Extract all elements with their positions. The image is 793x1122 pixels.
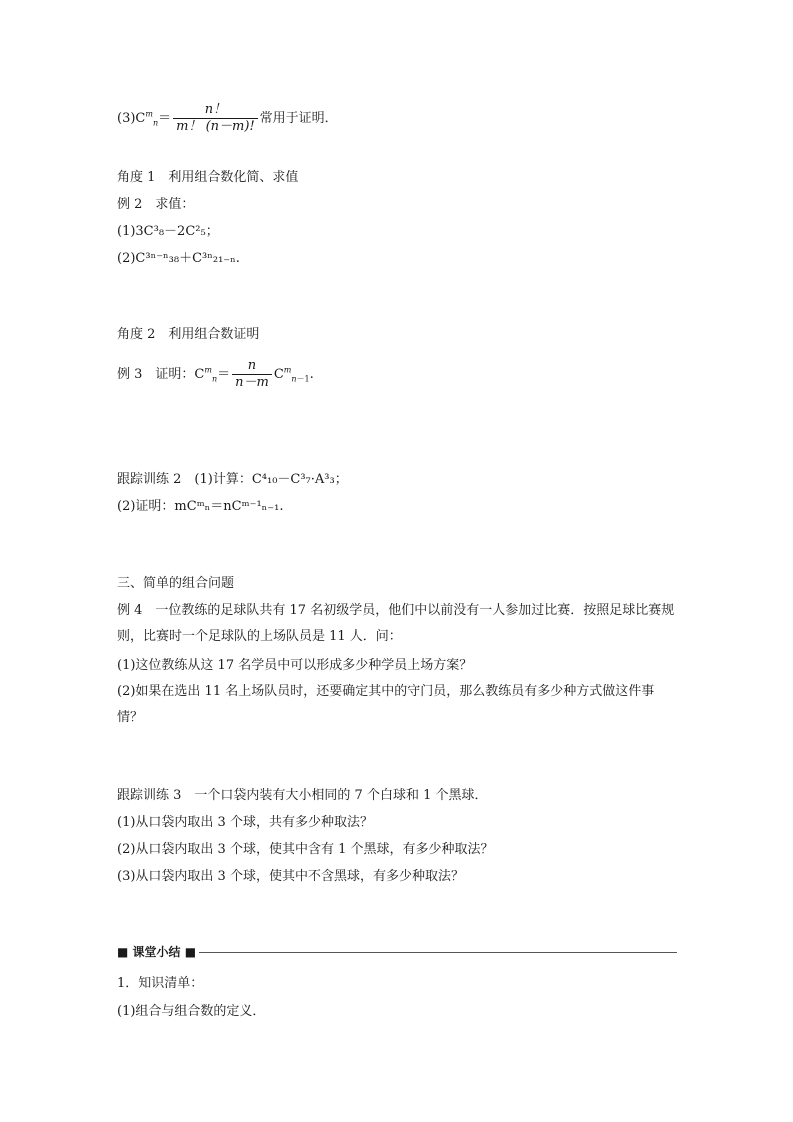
section-3-heading: 三、简单的组合问题 xyxy=(117,576,235,591)
example-3-denominator: n－m xyxy=(235,375,269,390)
example-3-title: 例 3 证明： xyxy=(117,367,195,382)
example-2-item-2: (2)C³ⁿ⁻ⁿ₃₈＋C³ⁿ₂₁₋ₙ. xyxy=(117,251,240,266)
training-3-question-1: (1)从口袋内取出 3 个球，共有多少种取法？ xyxy=(117,815,373,830)
example-4-text: 例 4 一位教练的足球队共有 17 名初级学员，他们中以前没有一人参加过比赛．按照足球比赛规则，比赛时一个足球队的上场队员是 11 人．问： xyxy=(117,603,675,644)
training-2-line-1: 跟踪训练 2 (1)计算：C⁴₁₀－C³₇·A³₃； xyxy=(117,472,348,487)
formula-3-prefix: (3) xyxy=(117,111,136,126)
angle-2-heading: 角度 2 利用组合数证明 xyxy=(117,327,260,342)
angle-1-heading: 角度 1 利用组合数化简、求值 xyxy=(117,170,299,185)
training-3-title: 跟踪训练 3 一个口袋内装有大小相同的 7 个白球和 1 个黑球． xyxy=(117,788,488,803)
example-4-question-2: (2)如果在选出 11 名上场队员时，还要确定其中的守门员，那么教练员有多少种方式做这件事情？ xyxy=(117,684,655,725)
summary-divider xyxy=(199,952,677,953)
example-3: 例 3 证明：$C^m_n=$ $\frac{n}{n-m}$ $C^m_{n-1}$. xyxy=(117,358,314,390)
formula-3-suffix: 常用于证明． xyxy=(259,111,338,126)
example-4-question-1: (1)这位教练从这 17 名学员中可以形成多少种学员上场方案？ xyxy=(117,658,473,673)
example-3-fraction xyxy=(232,358,272,391)
training-3-question-2: (2)从口袋内取出 3 个球，使其中含有 1 个黑球，有多少种取法？ xyxy=(117,842,494,857)
example-3-numerator: n xyxy=(232,358,272,375)
training-2-line-2: (2)证明：mCᵐₙ＝nCᵐ⁻¹ₙ₋₁. xyxy=(117,499,284,514)
summary-header xyxy=(117,942,677,962)
formula-3-numerator: n！ xyxy=(173,102,258,119)
summary-item-1: 1．知识清单： xyxy=(117,976,204,991)
example-2-title: 例 2 求值： xyxy=(117,197,195,212)
summary-title: ■ 课堂小结 ■ xyxy=(117,945,197,959)
formula-3-fraction xyxy=(173,102,258,135)
formula-3: $(3)C^m_n=$ $\frac{n!}{m! (n-m)!}$ 常用于证明． xyxy=(117,102,338,134)
summary-item-2: (1)组合与组合数的定义． xyxy=(117,1004,266,1019)
training-3-question-3: (3)从口袋内取出 3 个球，使其中不含黑球，有多少种取法？ xyxy=(117,869,464,884)
example-2-item-1: (1)3C³₈－2C²₅； xyxy=(117,224,219,239)
formula-3-denominator: m！ (n－m)! xyxy=(176,119,255,134)
